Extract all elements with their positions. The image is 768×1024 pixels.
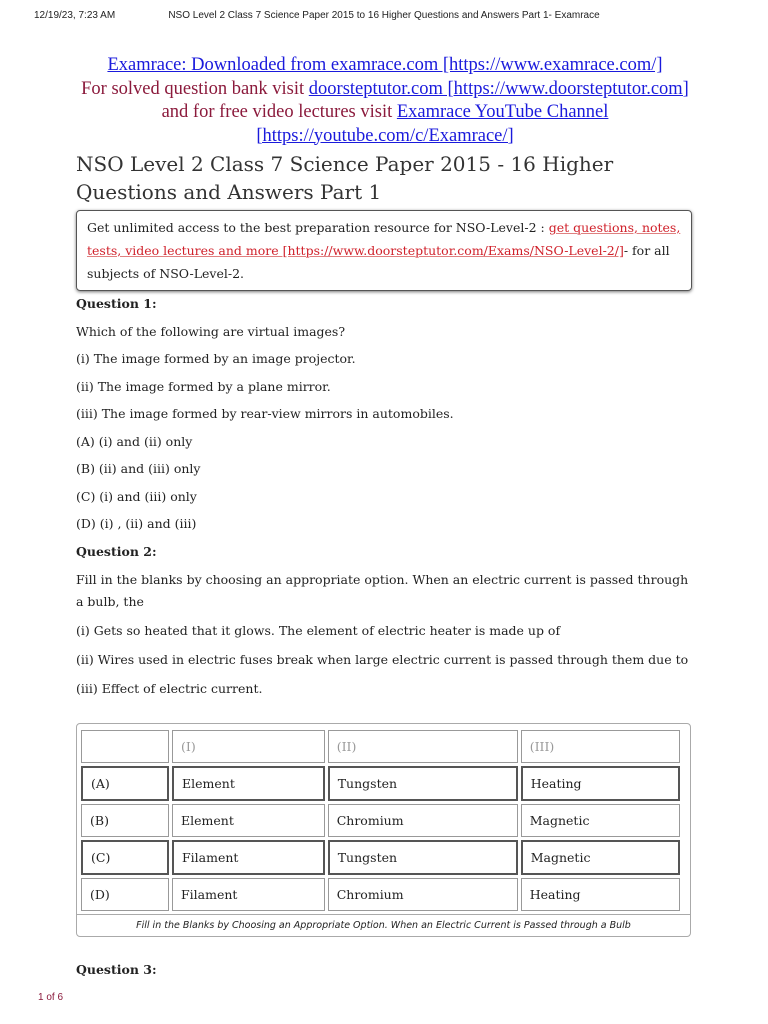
table-row (81, 840, 680, 875)
question-label: Question 3: (76, 962, 157, 977)
questions (76, 294, 696, 706)
promo-text: Get unlimited access to the best preparation resource for NSO-Level-2 : (87, 220, 549, 235)
cell: Chromium (328, 804, 518, 837)
table-row (81, 878, 680, 911)
cell: (C) (81, 840, 169, 875)
header-cell: (II) (328, 730, 518, 763)
option: (B) (ii) and (iii) only (76, 461, 201, 476)
promo-link[interactable]: get questions, notes, tests, video lectures and more [https://www.doorsteptutor.com/Exams/NSO-Level-2/] (87, 220, 681, 258)
youtube-link[interactable]: Examrace YouTube Channel [https://youtube.com/c/Examrace/] (256, 102, 609, 146)
table-header-row (81, 730, 680, 763)
banner-text: For solved question bank visit (81, 78, 309, 99)
cell: Heating (521, 766, 680, 801)
cell: (B) (81, 804, 169, 837)
question-label: Question 1: (76, 296, 157, 311)
page-title: NSO Level 2 Class 7 Science Paper 2015 - 16 Higher Questions and Answers Part 1 (76, 152, 614, 204)
cell: Magnetic (521, 840, 680, 875)
table-row (81, 766, 680, 801)
print-date: 12/19/23, 7:23 AM (34, 10, 116, 21)
header-cell: (I) (172, 730, 325, 763)
cell: Filament (172, 878, 325, 911)
examrace-banner (80, 54, 690, 148)
statement: (i) Gets so heated that it glows. The element of electric heater is made up of (76, 623, 561, 638)
cell: Filament (172, 840, 325, 875)
cell: Element (172, 804, 325, 837)
options-table (76, 723, 691, 937)
cell: Tungsten (328, 766, 518, 801)
promo-suffix: - for all subjects of NSO-Level-2. (87, 243, 670, 281)
question-label: Question 2: (76, 543, 157, 559)
option: (D) (i) , (ii) and (iii) (76, 516, 197, 531)
print-title: NSO Level 2 Class 7 Science Paper 2015 to 16 Higher Questions and Answers Part 1- Examrace (168, 10, 600, 21)
cell: Element (172, 766, 325, 801)
cell: Magnetic (521, 804, 680, 837)
banner-text-2: and for free video lectures visit (161, 102, 397, 122)
header-cell (81, 730, 169, 763)
cell: (D) (81, 878, 169, 911)
statement: (i) The image formed by an image projector. (76, 351, 356, 366)
statement: (ii) The image formed by a plane mirror. (76, 378, 331, 394)
statement: (iii) The image formed by rear-view mirrors in automobiles. (76, 406, 454, 421)
option: (A) (i) and (ii) only (76, 433, 193, 449)
cell: (A) (81, 766, 169, 801)
page-number: 1 of 6 (38, 992, 64, 1003)
table-caption: Fill in the Blanks by Choosing an Appropriate Option. When an Electric Current is Passed through a Bulb (77, 914, 690, 936)
question-text: Fill in the blanks by choosing an appropriate option. When an electric current is passed through a bulb, the (76, 572, 689, 609)
option: (C) (i) and (iii) only (76, 488, 197, 504)
doorsteptutor-link[interactable]: doorsteptutor.com [https://www.doorsteptutor.com] (308, 78, 689, 99)
cell: Heating (521, 878, 680, 911)
statement: (ii) Wires used in electric fuses break when large electric current is passed through them due to (76, 651, 689, 667)
table-row (81, 804, 680, 837)
cell: Chromium (328, 878, 518, 911)
question-text: Which of the following are virtual images? (76, 323, 346, 339)
cell: Tungsten (328, 840, 518, 875)
promo-box (76, 210, 692, 291)
statement: (iii) Effect of electric current. (76, 680, 263, 696)
examrace-link[interactable]: Examrace: Downloaded from examrace.com [https://www.examrace.com/] (107, 55, 663, 75)
header-cell: (III) (521, 730, 680, 763)
